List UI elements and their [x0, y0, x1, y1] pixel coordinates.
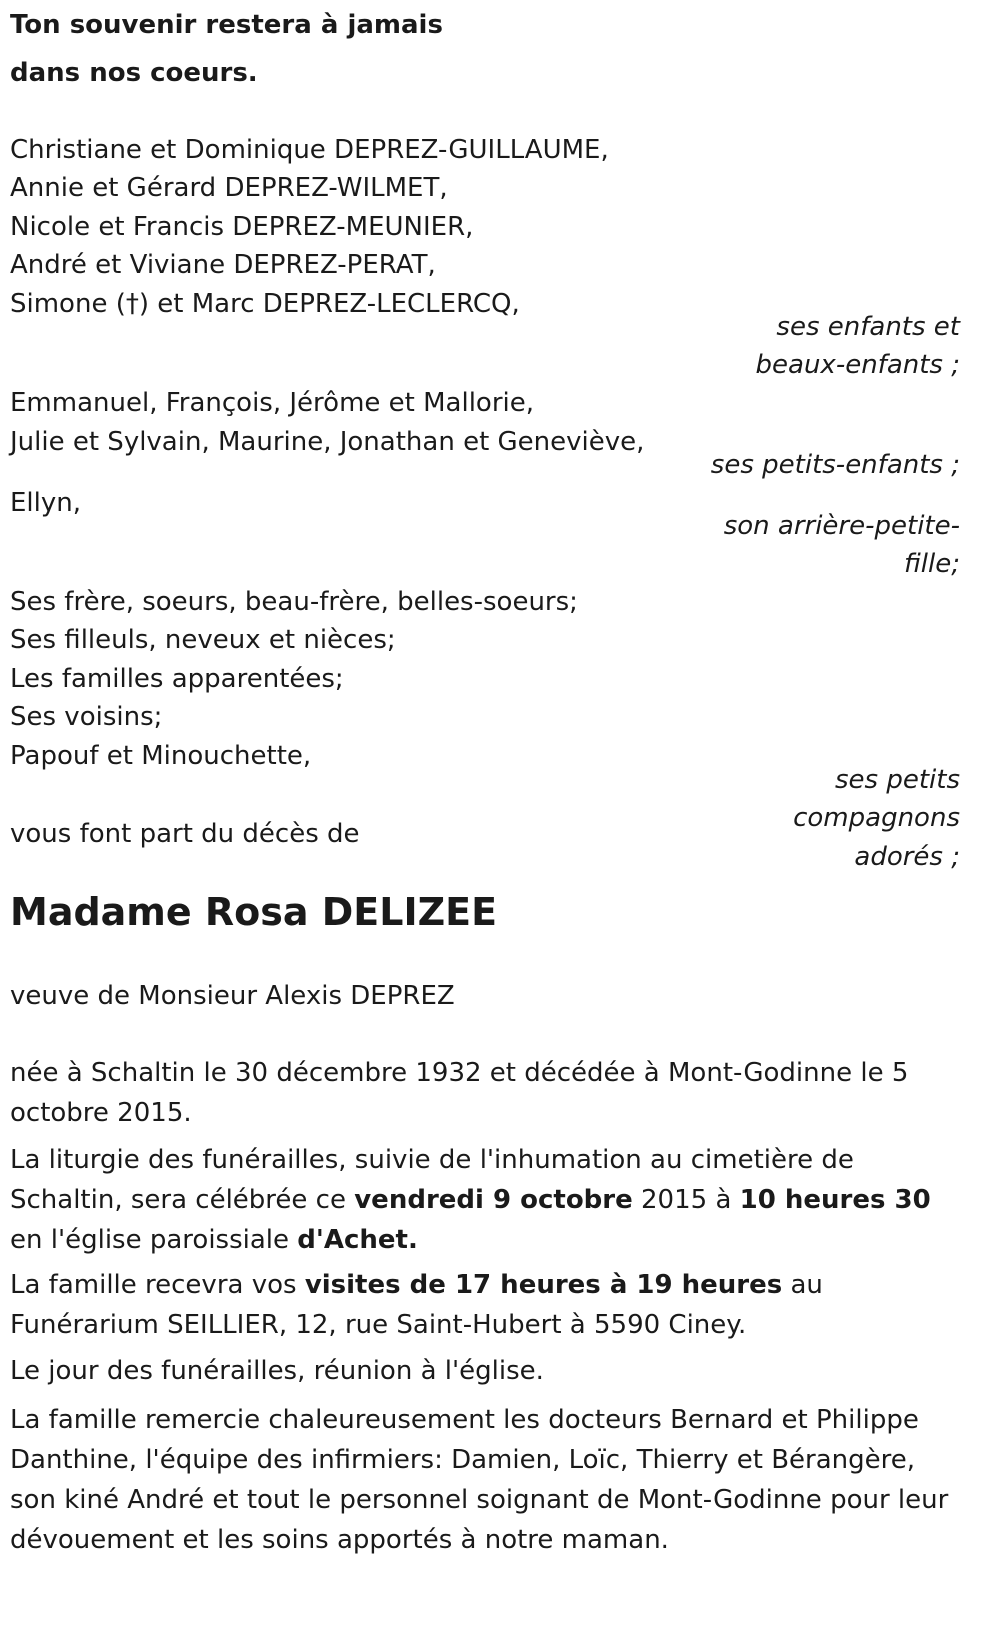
funeral-text: 2015 à: [632, 1185, 740, 1215]
visits-paragraph: [10, 1265, 960, 1345]
companions-role: compagnons: [793, 803, 960, 833]
child-name: Simone (†) et Marc DEPREZ-LECLERCQ,: [10, 289, 520, 319]
visits-text: La famille recevra vos: [10, 1270, 305, 1300]
funeral-text: La liturgie des funérailles, suivie de l'inhumation au cimetière de Schaltin, sera célébrée ce: [10, 1145, 854, 1215]
grandchild-name: Emmanuel, François, Jérôme et Mallorie,: [10, 388, 535, 418]
great-grandchild-role: son arrière-petite-: [723, 511, 960, 541]
child-name: André et Viviane DEPREZ-PERAT,: [10, 250, 436, 280]
relative-line: Ses voisins;: [10, 702, 163, 732]
companions-role: ses petits: [834, 765, 960, 795]
meeting-paragraph: Le jour des funérailles, réunion à l'église.: [10, 1356, 544, 1386]
visits-hours: visites de 17 heures à 19 heures: [304, 1270, 783, 1300]
relative-line: Papouf et Minouchette,: [10, 741, 312, 771]
children-role: beaux-enfants ;: [755, 350, 960, 380]
children-role: ses enfants et: [776, 312, 960, 342]
great-grandchild-name: Ellyn,: [10, 488, 82, 518]
epigraph-line-2: dans nos coeurs.: [10, 58, 258, 88]
funeral-time: 10 heures 30: [739, 1185, 931, 1215]
birth-death-paragraph: née à Schaltin le 30 décembre 1932 et décédée à Mont-Godinne le 5 octobre 2015.: [10, 1058, 909, 1128]
child-name: Nicole et Francis DEPREZ-MEUNIER,: [10, 212, 474, 242]
thanks-paragraph: La famille remercie chaleureusement les docteurs Bernard et Philippe Danthine, l'équipe des infirmiers: Damien, Loïc, Thierry et Bérangère, son kiné André et tout le personnel soignant de Mont-Godinne pour leur dévouement et les soins apportés à notre maman.: [10, 1405, 949, 1555]
relative-line: Les familles apparentées;: [10, 664, 344, 694]
child-name: Christiane et Dominique DEPREZ-GUILLAUME,: [10, 135, 609, 165]
deceased-name: Madame Rosa DELIZEE: [10, 890, 498, 934]
grandchild-name: Julie et Sylvain, Maurine, Jonathan et Geneviève,: [10, 427, 645, 457]
relative-line: Ses frère, soeurs, beau-frère, belles-soeurs;: [10, 587, 578, 617]
announcement: vous font part du décès de: [10, 819, 360, 849]
visits-text: au Funérarium SEILLIER, 12, rue Saint-Hubert à 5590 Ciney.: [10, 1270, 823, 1340]
grandchildren-role: ses petits-enfants ;: [710, 450, 960, 480]
relative-line: Ses filleuls, neveux et nièces;: [10, 625, 396, 655]
funeral-text: en l'église paroissiale: [10, 1225, 298, 1255]
epigraph-line-1: Ton souvenir restera à jamais: [10, 10, 443, 40]
widow-of: veuve de Monsieur Alexis DEPREZ: [10, 981, 455, 1011]
funeral-paragraph: [10, 1140, 960, 1260]
funeral-day: vendredi 9 octobre: [354, 1185, 633, 1215]
companions-role: adorés ;: [854, 842, 960, 872]
child-name: Annie et Gérard DEPREZ-WILMET,: [10, 173, 448, 203]
great-grandchild-role: fille;: [904, 549, 960, 579]
funeral-place: d'Achet.: [297, 1225, 418, 1255]
